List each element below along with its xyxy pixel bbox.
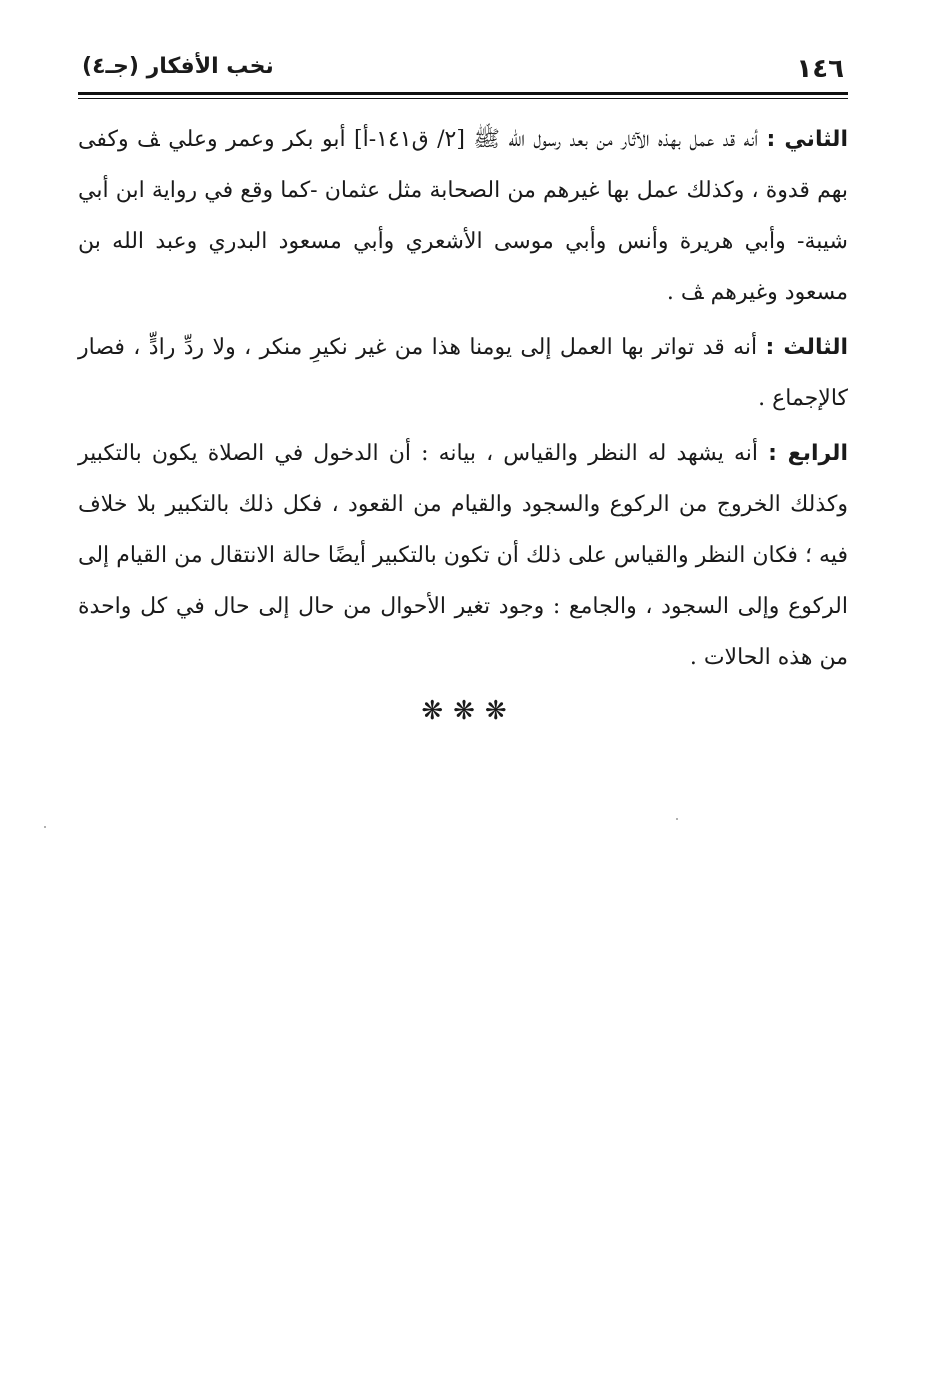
page-number: ١٤٦ [796,54,844,84]
scan-speck [44,826,46,828]
header-rule-thin [78,98,848,99]
paragraph-lead: الثالث : [765,335,848,360]
paragraph-lead: الرابع : [768,441,848,466]
paragraph-text: أنه قد تواتر بها العمل إلى يومنا هذا من غير نكيرِ منكر ، ولا ردِّ رادٍّ ، فصار كالإجماع . [78,335,848,411]
paragraph-second [78,114,848,318]
body-text [78,114,848,687]
paragraph-text: أنه يشهد له النظر والقياس ، بيانه : أن الدخول في الصلاة يكون بالتكبير وكذلك الخروج من الركوع والسجود والقيام من القعود ، فكل ذلك بالتكبير بلا خلاف فيه ؛ فكان النظر والقياس على ذلك أن تكون بالتكبير أيضًا حالة الانتقال من القيام إلى الركوع وإلى السجود ، والجامع : وجود تغير الأحوال من حال إلى حال في كل واحدة من هذه الحالات . [78,441,848,670]
section-divider-asterisks: ❋❋❋ [421,696,517,726]
header-rule-thick [78,92,848,95]
paragraph-third [78,322,848,424]
scan-speck [676,818,678,820]
paragraph-text: أنه قد عمل بهذه الآثار من بعد رسول الله ﷺ [٢/ ق١٤١-أ] أبو بكر وعمر وعلي ﭫ وكفى بهم قدوة ، وكذلك عمل بها غيرهم من الصحابة مثل عثمان -كما وقع في رواية ابن أبي شيبة- وأبي هريرة وأنس وأبي موسى الأشعري وأبي مسعود البدري وعبد الله بن مسعود وغيرهم ﭫ . [78,127,848,305]
paragraph-fourth [78,428,848,683]
paragraph-lead: الثاني : [766,127,848,152]
running-title: نخب الأفكار (جـ٤) [82,54,274,79]
page-header [78,50,848,92]
